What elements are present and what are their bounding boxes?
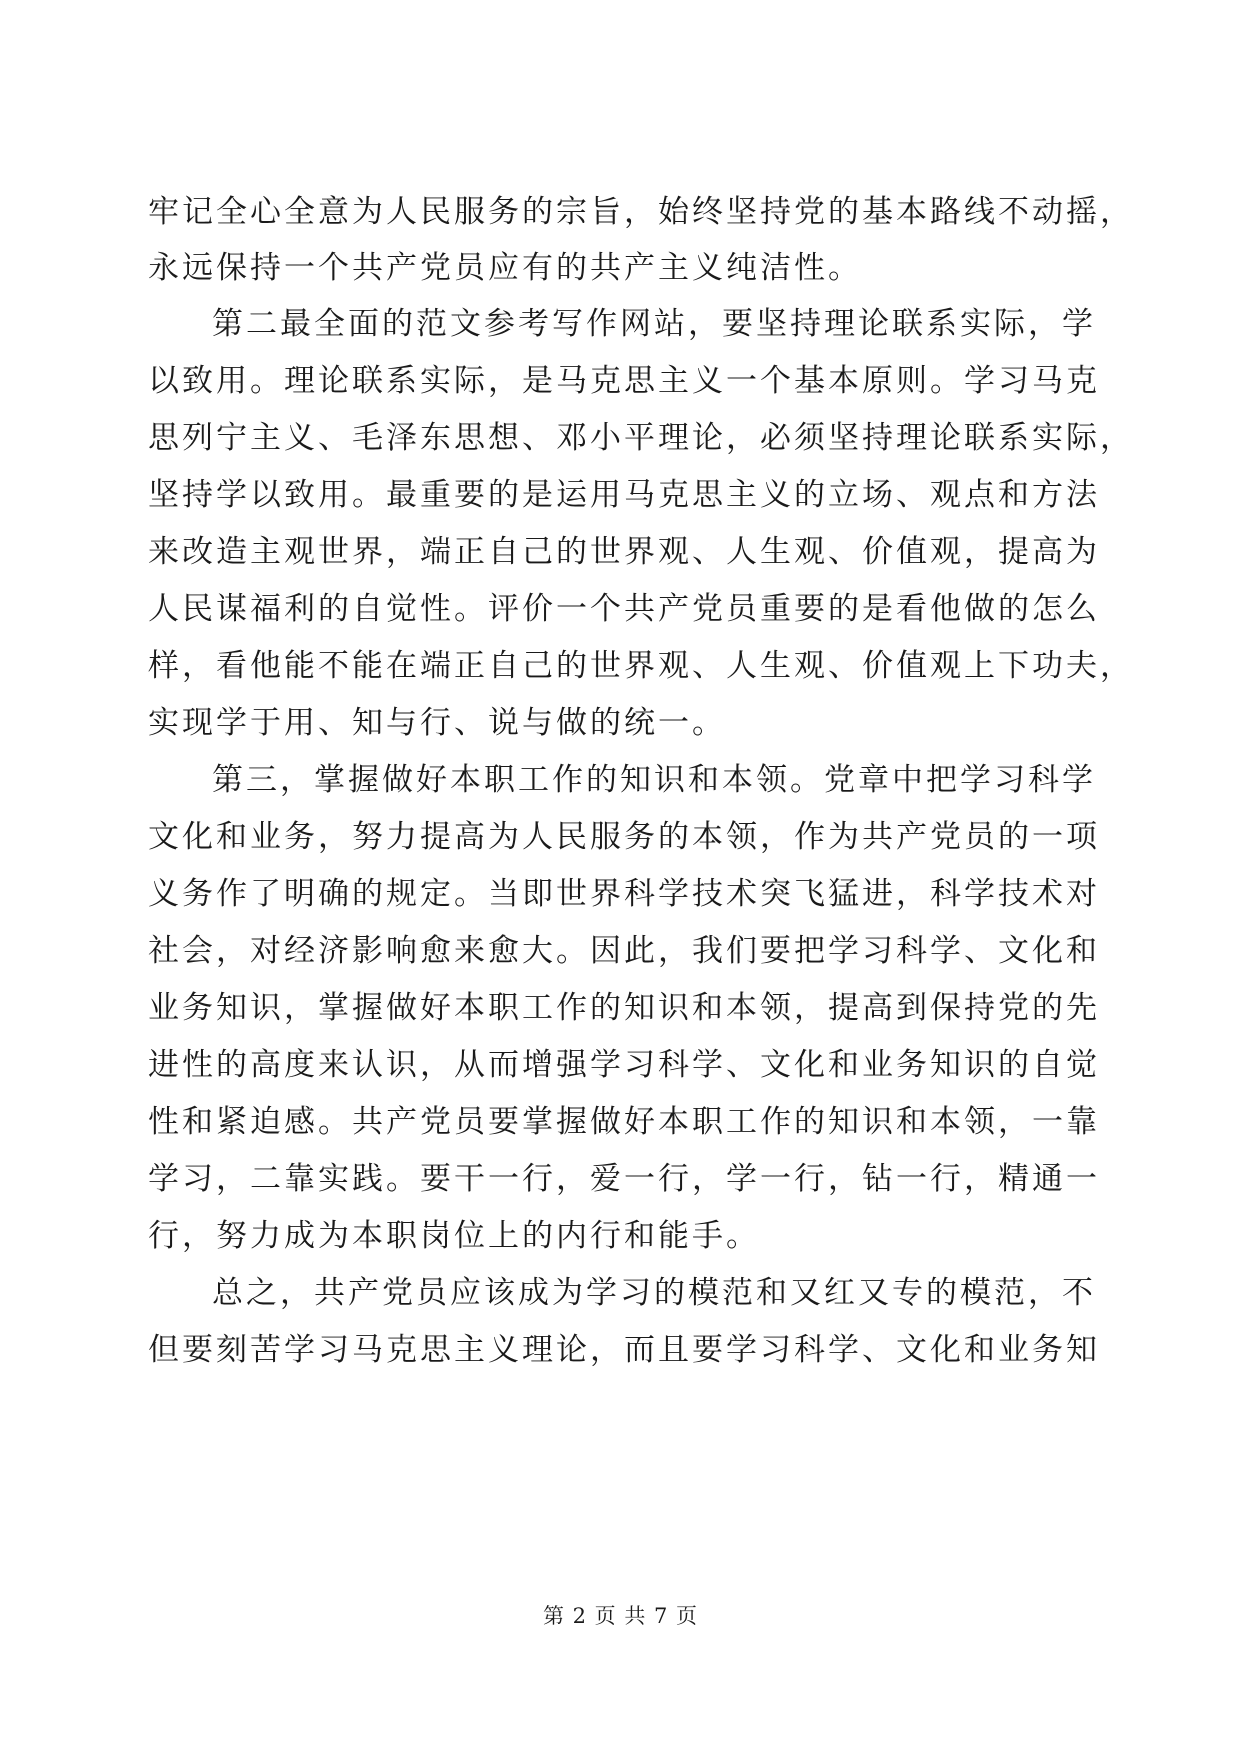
text-line: 义务作了明确的规定。当即世界科学技术突飞猛进，科学技术对 (148, 876, 1100, 912)
text-line: 业务知识，掌握做好本职工作的知识和本领，提高到保持党的先 (148, 990, 1100, 1026)
text-line: 学习，二靠实践。要干一行，爱一行，学一行，钻一行，精通一 (148, 1161, 1100, 1197)
text-line: 牢记全心全意为人民服务的宗旨，始终坚持党的基本路线不动摇， (148, 194, 1134, 230)
text-line: 社会，对经济影响愈来愈大。因此，我们要把学习科学、文化和 (148, 933, 1100, 969)
paragraph-first-line: 第三，掌握做好本职工作的知识和本领。党章中把学习科学 (212, 762, 1096, 798)
text-line: 进性的高度来认识，从而增强学习科学、文化和业务知识的自觉 (148, 1047, 1100, 1083)
text-line: 坚持学以致用。最重要的是运用马克思主义的立场、观点和方法 (148, 477, 1100, 513)
text-line: 样，看他能不能在端正自己的世界观、人生观、价值观上下功夫， (148, 648, 1134, 684)
text-line: 性和紧迫感。共产党员要掌握做好本职工作的知识和本领，一靠 (148, 1104, 1100, 1140)
page-number-footer: 第 2 页 共 7 页 (542, 1604, 699, 1628)
text-line: 思列宁主义、毛泽东思想、邓小平理论，必须坚持理论联系实际， (148, 420, 1134, 456)
text-line: 以致用。理论联系实际，是马克思主义一个基本原则。学习马克 (148, 363, 1100, 399)
paragraph-first-line: 第二最全面的范文参考写作网站，要坚持理论联系实际，学 (212, 306, 1096, 342)
text-line: 来改造主观世界，端正自己的世界观、人生观、价值观，提高为 (148, 534, 1100, 570)
text-line: 人民谋福利的自觉性。评价一个共产党员重要的是看他做的怎么 (148, 591, 1100, 627)
text-line: 文化和业务，努力提高为人民服务的本领，作为共产党员的一项 (148, 819, 1100, 855)
paragraph-first-line: 总之，共产党员应该成为学习的模范和又红又专的模范，不 (212, 1275, 1096, 1311)
text-line: 实现学于用、知与行、说与做的统一。 (148, 705, 726, 741)
text-line: 但要刻苦学习马克思主义理论，而且要学习科学、文化和业务知 (148, 1332, 1100, 1368)
text-line: 行，努力成为本职岗位上的内行和能手。 (148, 1218, 760, 1254)
text-line: 永远保持一个共产党员应有的共产主义纯洁性。 (148, 250, 862, 286)
